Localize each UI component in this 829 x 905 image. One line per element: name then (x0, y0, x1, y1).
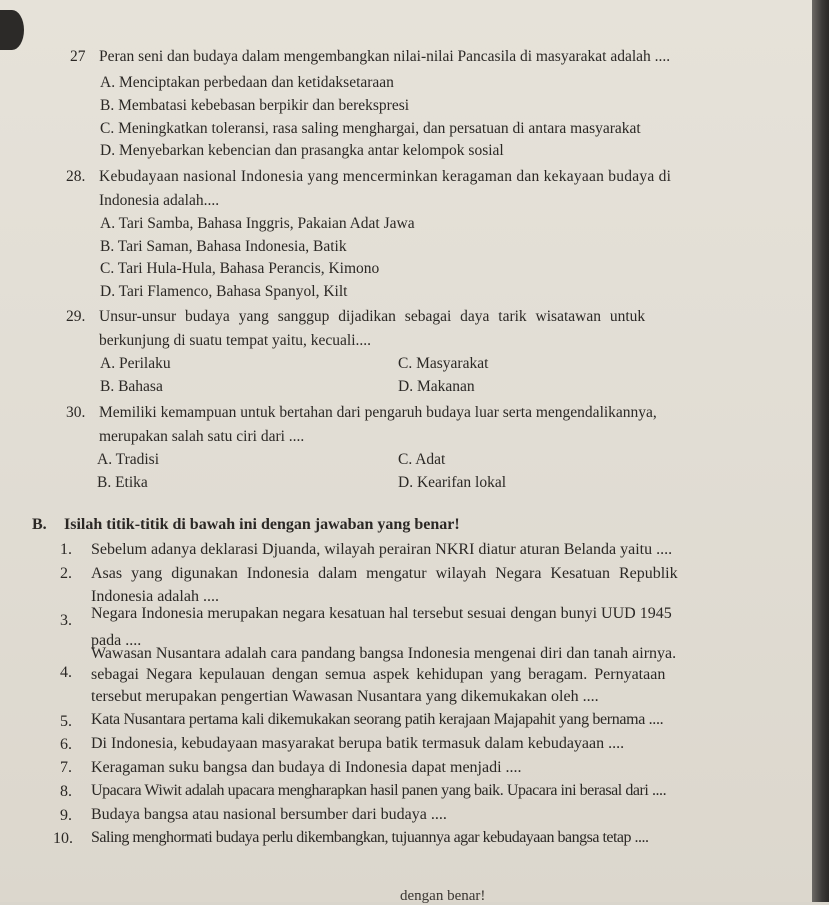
option-a: A. Perilaku (100, 355, 171, 372)
question-text-line-1: Memiliki kemampuan untuk bertahan dari pengaruh budaya luar serta mengendalikannya, (99, 404, 657, 421)
item-number: 8. (60, 783, 72, 800)
option-b: B. Membatasi kebebasan berpikir dan berekspresi (100, 97, 410, 114)
cut-off-footer-text: dengan benar! (400, 888, 486, 904)
option-d: D. Kearifan lokal (398, 474, 507, 491)
item-2-text-line-1: Asas yang digunakan Indonesia dalam mengatur wilayah Negara Kesatuan Republik (91, 565, 678, 582)
item-5-text: Kata Nusantara pertama kali dikemukakan seorang patih kerajaan Majapahit yang bernama .... (91, 711, 664, 728)
item-9-text: Budaya bangsa atau nasional bersumber dari budaya .... (91, 806, 447, 823)
item-number: 4. (60, 664, 72, 681)
option-d: D. Makanan (398, 378, 475, 395)
option-a: A. Tradisi (97, 451, 160, 468)
item-10-text: Saling menghormati budaya perlu dikembangkan, tujuannya agar kebudayaan bangsa tetap .... (91, 829, 649, 846)
question-text-line-2: merupakan salah satu ciri dari .... (99, 428, 305, 445)
option-b: B. Etika (97, 474, 148, 491)
page-edge-shadow (812, 0, 829, 902)
item-4-text-line-1: Wawasan Nusantara adalah cara pandang bangsa Indonesia mengenai diri dan tanah airnya. (91, 645, 677, 662)
option-c: C. Tari Hula-Hula, Bahasa Perancis, Kimono (100, 260, 380, 277)
binding-hole (0, 10, 24, 50)
question-number: 28. (66, 168, 86, 185)
option-c: C. Adat (398, 451, 446, 468)
option-a: A. Menciptakan perbedaan dan ketidaksetaraan (100, 74, 394, 91)
option-a: A. Tari Samba, Bahasa Inggris, Pakaian Adat Jawa (100, 215, 415, 232)
question-text: Peran seni dan budaya dalam mengembangkan nilai-nilai Pancasila di masyarakat adalah .... (99, 48, 671, 65)
question-text-line-1: Unsur-unsur budaya yang sanggup dijadikan sebagai daya tarik wisatawan untuk (99, 308, 646, 325)
item-number: 1. (60, 541, 72, 558)
item-1-text: Sebelum adanya deklarasi Djuanda, wilayah perairan NKRI diatur aturan Belanda yaitu .... (91, 541, 673, 558)
question-text-line-2: berkunjung di suatu tempat yaitu, kecuali.... (99, 332, 372, 349)
option-b: B. Bahasa (100, 378, 163, 395)
section-heading: Isilah titik-titik di bawah ini dengan jawaban yang benar! (64, 516, 460, 533)
item-3-text-line-2: pada .... (91, 632, 142, 649)
option-d: D. Menyebarkan kebencian dan prasangka antar kelompok sosial (100, 142, 504, 159)
item-number: 5. (60, 713, 72, 730)
item-number: 7. (60, 759, 72, 776)
option-c: C. Masyarakat (398, 355, 489, 372)
item-2-text-line-2: Indonesia adalah .... (91, 588, 219, 605)
item-8-text: Upacara Wiwit adalah upacara mengharapkan hasil panen yang baik. Upacara ini berasal dari .... (91, 782, 667, 799)
option-d: D. Tari Flamenco, Bahasa Spanyol, Kilt (100, 283, 348, 300)
item-number: 10. (53, 830, 73, 847)
item-7-text: Keragaman suku bangsa dan budaya di Indonesia dapat menjadi .... (91, 759, 522, 776)
question-number: 29. (66, 308, 86, 325)
item-6-text: Di Indonesia, kebudayaan masyarakat berupa batik termasuk dalam kebudayaan .... (91, 735, 625, 752)
option-b: B. Tari Saman, Bahasa Indonesia, Batik (100, 238, 347, 255)
item-number: 9. (60, 807, 72, 824)
item-4-text-line-2: sebagai Negara kepulauan dengan semua aspek kehidupan yang beragam. Pernyataan (91, 666, 666, 683)
question-number: 27 (70, 48, 86, 65)
item-number: 2. (60, 565, 72, 582)
item-number: 3. (60, 612, 72, 629)
question-number: 30. (66, 404, 86, 421)
section-label: B. (32, 516, 47, 533)
question-text-line-2: Indonesia adalah.... (99, 192, 220, 209)
option-c: C. Meningkatkan toleransi, rasa saling menghargai, dan persatuan di antara masyarakat (100, 120, 641, 137)
question-text-line-1: Kebudayaan nasional Indonesia yang mencerminkan keragaman dan kekayaan budaya di (99, 168, 672, 185)
item-3-text-line-1: Negara Indonesia merupakan negara kesatuan hal tersebut sesuai dengan bunyi UUD 1945 (91, 605, 672, 622)
item-4-text-line-3: tersebut merupakan pengertian Wawasan Nusantara yang dikemukakan oleh .... (91, 688, 599, 705)
item-number: 6. (60, 736, 72, 753)
